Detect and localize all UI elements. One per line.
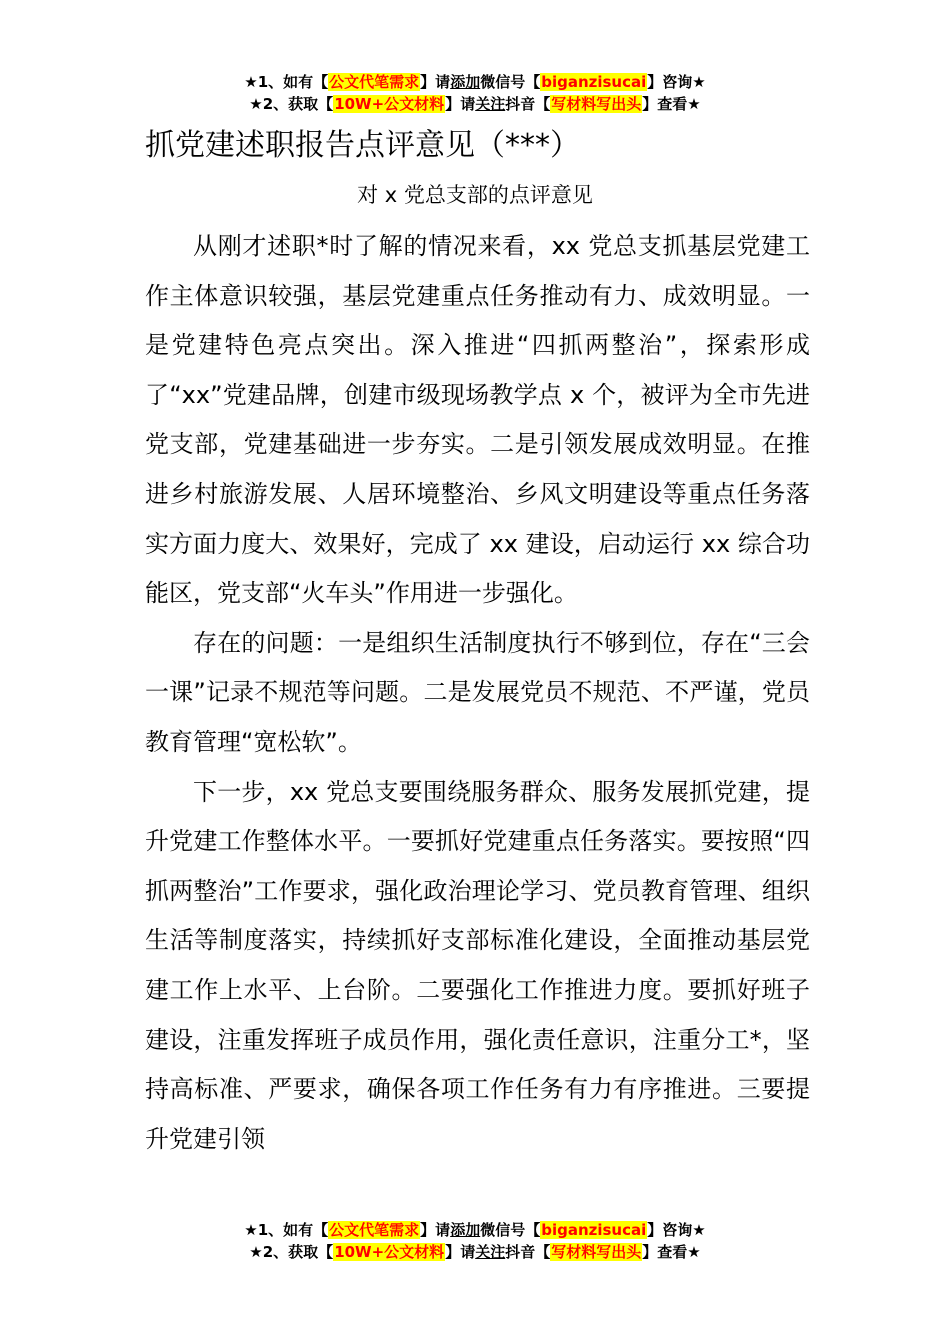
ad-text: 】请 — [420, 73, 451, 91]
ad-text: 微信号【 — [480, 73, 541, 91]
ad-text: 】查看★ — [642, 95, 701, 113]
ad-highlight-douyin-id: 写材料写出头 — [551, 1243, 642, 1261]
ad-text: 】请 — [445, 95, 476, 113]
ad-highlight-wechat-id: biganzisucai — [541, 1221, 647, 1239]
ad-text: ★2、获取【 — [249, 95, 334, 113]
ad-text: 微信号【 — [480, 1221, 541, 1239]
ad-underline: 添加 — [450, 73, 481, 91]
paragraph: 下一步，xx 党总支要围绕服务群众、服务发展抓党建，提升党建工作整体水平。一要抓好党建重点任务落实。要按照“四抓两整治”工作要求，强化政治理论学习、党员教育管理、组织生活等制度落实，持续抓好支部标准化建设，全面推动基层党建工作上水平、上台阶。二要强化工作推进力度。要抓好班子建设，注重发挥班子成员作用，强化责任意识，注重分工*，坚持高标准、严要求，确保各项工作任务有力有序推进。三要提升党建引领 — [145, 777, 810, 1153]
ad-underline: 添加 — [450, 1221, 481, 1239]
ad-text: 】咨询★ — [647, 73, 706, 91]
paragraph: 从刚才述职*时了解的情况来看，xx 党总支抓基层党建工作主体意识较强，基层党建重点任务推动有力、成效明显。一是党建特色亮点突出。深入推进“四抓两整治”，探索形成了“xx”党建品牌，创建市级现场教学点 x 个，被评为全市先进党支部，党建基础进一步夯实。二是引领发展成效明显。在推进乡村旅游发展、人居环境整治、乡风文明建设等重点任务落实方面力度大、效果好，完成了 xx 建设，启动运行 xx 综合功能区，党支部“火车头”作用进一步强化。 — [145, 232, 810, 608]
ad-highlight-wechat-id: biganzisucai — [541, 73, 647, 91]
ad-highlight: 公文代笔需求 — [329, 1221, 420, 1239]
paragraph: 存在的问题：一是组织生活制度执行不够到位，存在“三会一课”记录不规范等问题。二是发展党员不规范、不严谨，党员教育管理“宽松软”。 — [145, 628, 810, 756]
footer-ad-line-1 — [0, 1219, 950, 1241]
ad-text: ★1、如有【 — [244, 1221, 329, 1239]
ad-text: 抖音【 — [505, 95, 551, 113]
header-ad-line-1 — [0, 71, 950, 93]
ad-underline: 关注 — [475, 1243, 506, 1261]
footer-ad — [0, 1219, 950, 1263]
footer-ad-line-2 — [0, 1241, 950, 1263]
ad-text: 】查看★ — [642, 1243, 701, 1261]
document-body — [145, 222, 810, 1164]
ad-highlight: 10W+公文材料 — [334, 1243, 445, 1261]
ad-text: ★2、获取【 — [249, 1243, 334, 1261]
ad-highlight: 公文代笔需求 — [329, 73, 420, 91]
ad-highlight: 10W+公文材料 — [334, 95, 445, 113]
ad-text: 】请 — [420, 1221, 451, 1239]
ad-underline: 关注 — [475, 95, 506, 113]
ad-text: ★1、如有【 — [244, 73, 329, 91]
header-ad — [0, 71, 950, 115]
ad-text: 抖音【 — [505, 1243, 551, 1261]
document-title: 抓党建述职报告点评意见（***） — [145, 128, 580, 163]
ad-text: 】请 — [445, 1243, 476, 1261]
ad-highlight-douyin-id: 写材料写出头 — [551, 95, 642, 113]
header-ad-line-2 — [0, 93, 950, 115]
ad-text: 】咨询★ — [647, 1221, 706, 1239]
document-subtitle: 对 x 党总支部的点评意见 — [357, 183, 593, 207]
